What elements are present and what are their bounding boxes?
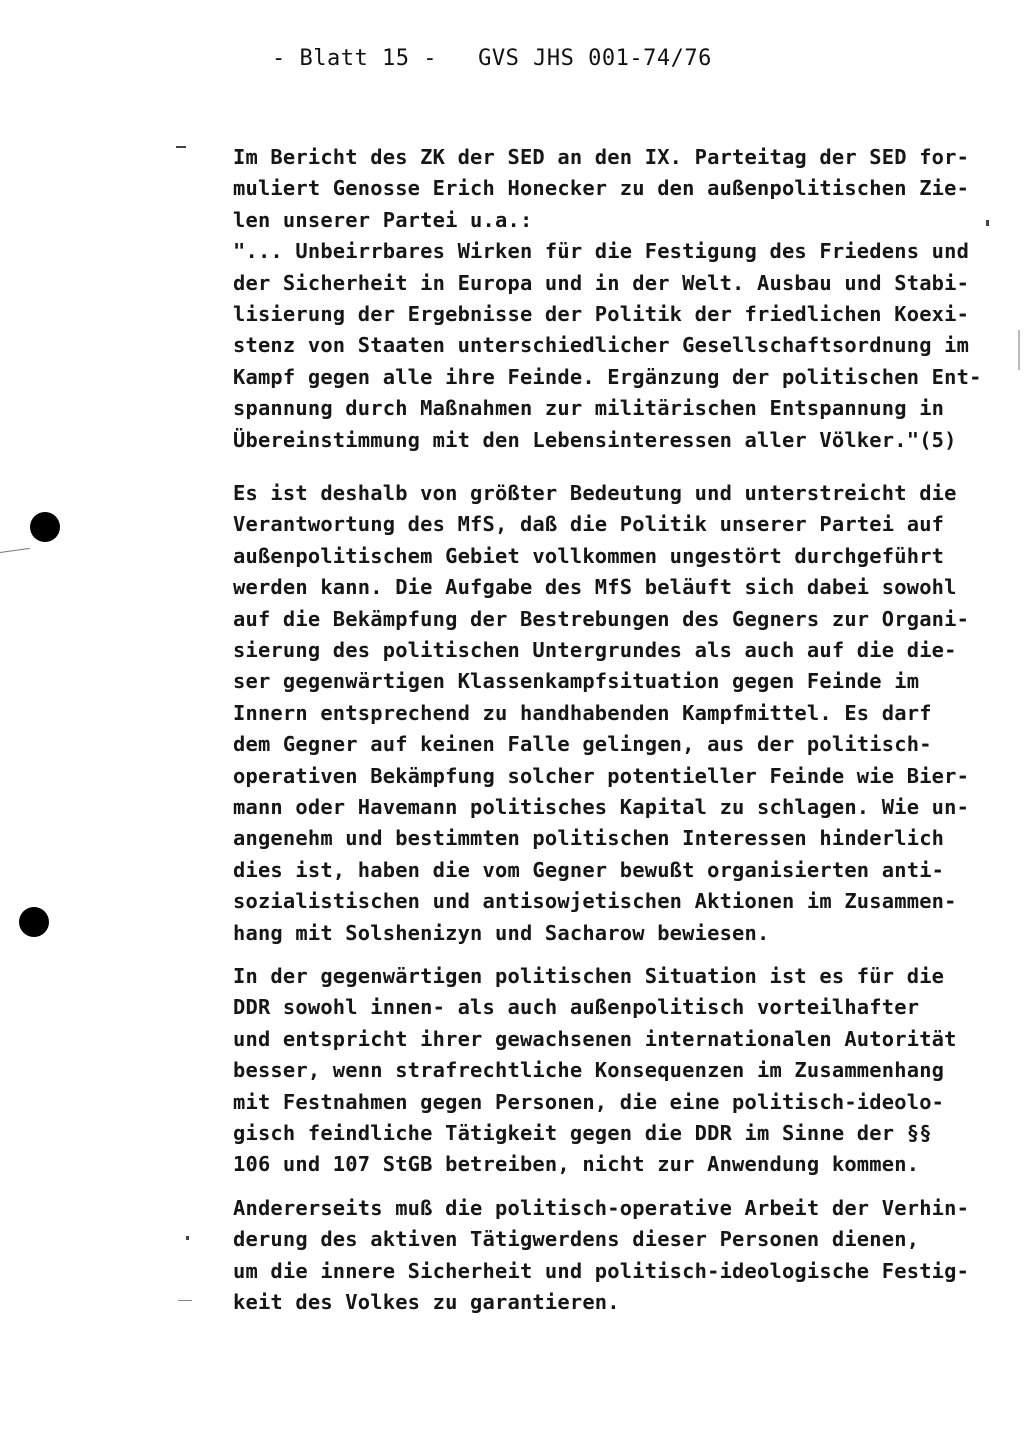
scan-mark: [186, 1236, 189, 1240]
text-line: muliert Genosse Erich Honecker zu den außenpolitischen Zie-: [233, 176, 970, 201]
text-line: ser gegenwärtigen Klassenkampfsituation gegen Feinde im: [233, 669, 920, 694]
text-line: Andererseits muß die politisch-operative Arbeit der Verhin-: [233, 1196, 970, 1220]
text-line: mit Festnahmen gegen Personen, die eine politisch-ideolo-: [233, 1089, 945, 1114]
text-line: In der gegenwärtigen politischen Situation ist es für die: [233, 964, 945, 988]
text-line: derung des aktiven Tätigwerdens dieser Personen dienen,: [233, 1227, 920, 1252]
scan-mark: [0, 548, 30, 553]
text-line: "... Unbeirrbares Wirken für die Festigung des Friedens und: [233, 239, 970, 264]
text-line: Verantwortung des MfS, daß die Politik unserer Partei auf: [233, 512, 945, 537]
text-line: auf die Bekämpfung der Bestrebungen des Gegners zur Organi-: [233, 606, 970, 631]
punch-hole-bottom: [19, 907, 49, 937]
text-line: DDR sowohl innen- als auch außenpolitisch vorteilhafter: [233, 995, 920, 1020]
text-line: spannung durch Maßnahmen zur militärischen Entspannung in: [233, 396, 945, 421]
text-line: der Sicherheit in Europa und in der Welt. Ausbau und Stabi-: [233, 270, 970, 295]
text-line: Übereinstimmung mit den Lebensinteressen aller Völker."(5): [233, 427, 957, 452]
text-line: hang mit Solshenizyn und Sacharow bewiesen.: [233, 920, 770, 945]
text-line: operativen Bekämpfung solcher potentieller Feinde wie Bier-: [233, 763, 970, 788]
text-line: angenehm und bestimmten politischen Interessen hinderlich: [233, 826, 945, 851]
scan-mark: [176, 146, 186, 148]
punch-hole-top: [30, 512, 60, 542]
paragraph-3: [233, 961, 1003, 1181]
text-line: Kampf gegen alle ihre Feinde. Ergänzung der politischen Ent-: [233, 364, 982, 389]
text-line: dies ist, haben die vom Gegner bewußt organisierten anti-: [233, 857, 945, 882]
text-line: 106 und 107 StGB betreiben, nicht zur Anwendung kommen.: [233, 1152, 920, 1177]
text-line: len unserer Partei u.a.:: [233, 207, 533, 232]
page-header: - Blatt 15 - GVS JHS 001-74/76: [272, 46, 712, 71]
scan-mark: [178, 1300, 192, 1301]
text-line: und entspricht ihrer gewachsenen internationalen Autorität: [233, 1026, 957, 1051]
text-line: Im Bericht des ZK der SED an den IX. Parteitag der SED for-: [233, 145, 970, 169]
text-line: keit des Volkes zu garantieren.: [233, 1290, 620, 1315]
text-line: lisierung der Ergebnisse der Politik der friedlichen Koexi-: [233, 302, 970, 327]
scan-mark: [1018, 330, 1020, 370]
text-line: mann oder Havemann politisches Kapital zu schlagen. Wie un-: [233, 795, 970, 820]
text-line: stenz von Staaten unterschiedlicher Gesellschaftsordnung im: [233, 333, 970, 358]
text-line: sierung des politischen Untergrundes als auch auf die die-: [233, 638, 957, 663]
text-line: dem Gegner auf keinen Falle gelingen, aus der politisch-: [233, 732, 932, 757]
text-line: gisch feindliche Tätigkeit gegen die DDR im Sinne der §§: [233, 1121, 932, 1146]
paragraph-4: [233, 1193, 1003, 1319]
text-line: Es ist deshalb von größter Bedeutung und unterstreicht die: [233, 481, 957, 505]
text-line: außenpolitischem Gebiet vollkommen ungestört durchgeführt: [233, 543, 945, 568]
text-line: sozialistischen und antisowjetischen Aktionen im Zusammen-: [233, 889, 957, 914]
text-line: um die innere Sicherheit und politisch-ideologische Festig-: [233, 1258, 970, 1283]
paragraph-1: [233, 142, 1003, 456]
text-line: werden kann. Die Aufgabe des MfS beläuft sich dabei sowohl: [233, 575, 957, 600]
paragraph-2: [233, 478, 1003, 949]
text-line: Innern entsprechend zu handhabenden Kampfmittel. Es darf: [233, 700, 932, 725]
text-line: besser, wenn strafrechtliche Konsequenzen im Zusammenhang: [233, 1058, 945, 1083]
